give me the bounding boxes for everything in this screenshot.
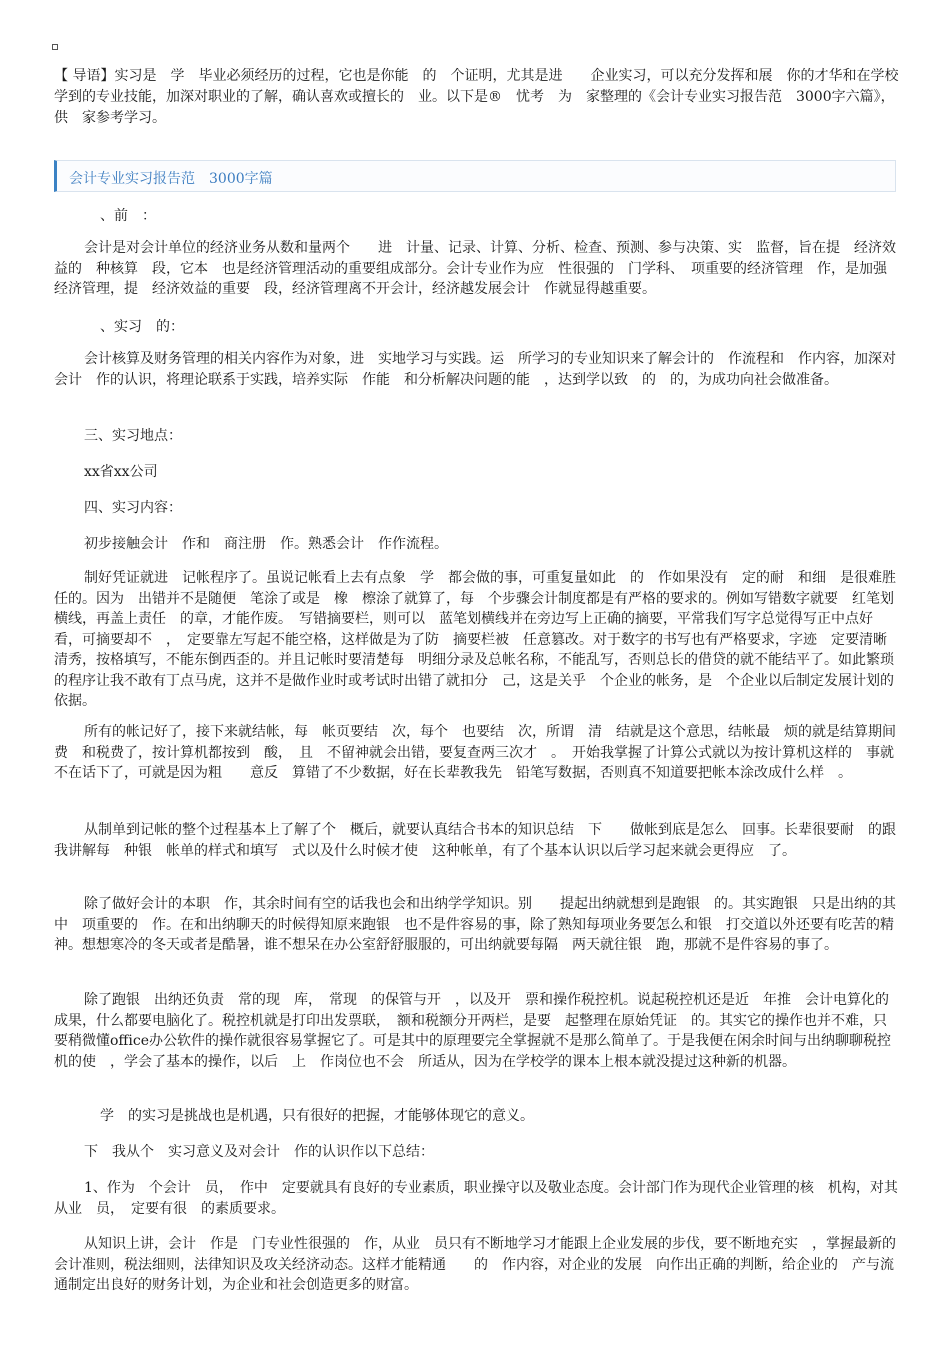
bullet-marker-icon xyxy=(52,44,58,50)
paragraph-tax-machine: 除了跑银 出纳还负责 常的现 库， 常现 的保管与开 ，以及开 票和操作税控机。说起税控机还是近 年推 会计电算化的成果，什么都要电脑化了。税控机就是打印出发票联， 额和税额分开两栏，是要 起整理在原始凭证 的。其实它的操作也并不难，只要稍微懂office办公软件的操作就很容易掌握它了。可是其中的原理要完全掌握就不是那么简单了。于是我便在闲余时间与出纳聊聊税控机的使 ，学会了基本的操作，以后 上 作岗位也不会 所适从，因为在学校学的课本上根本就没提过这种新的机器。 xyxy=(54,992,891,1070)
section-title-location: 三、实习地点： xyxy=(84,428,182,444)
section-title-purpose: 、实习 的： xyxy=(100,319,184,335)
paragraph-cashier: 除了做好会计的本职 作，其余时间有空的话我也会和出纳学学知识。别 提起出纳就想到是跑银 的。其实跑银 只是出纳的其中 项重要的 作。在和出纳聊天的时候得知原来跑银 也不是件容易的事，除了熟知每项业务要怎么和银 打交道以外还要有吃苦的精神。想想寒冷的冬天或者是酷暑，谁不想呆在办公室舒舒服服的，可出纳就要每隔 两天就往银 跑，那就不是件容易的事了。 xyxy=(54,896,896,953)
paragraph-preface: 会计是对会计单位的经济业务从数和量两个 进 计量、记录、计算、分析、检查、预测、参与决策、实 监督，旨在提 经济效益的 种核算 段，它本 也是经济管理活动的重要组成部分。会计专业作为应 性很强的 门学科、 项重要的经济管理 作，是加强经济管理，提 经济效益的重要 段，经济管理离不开会计，经济越发展会计 作就显得越重要。 xyxy=(54,240,896,297)
intro-paragraph: 【 导语】实习是 学 毕业必须经历的过程，它也是你能 的 个证明，尤其是进 企业实习，可以充分发挥和展 你的才华和在学校 学到的专业技能，加深对职业的了解，确认喜欢或擅长的 业。以下是® 忧考 为 家整理的《会计专业实习报告范 3000字六篇》，供 家参考学习。 xyxy=(54,68,913,126)
paragraph-knowledge: 从知识上讲，会计 作是 门专业性很强的 作，从业 员只有不断地学习才能跟上企业发展的步伐，要不断地充实 ，掌握最新的会计准则，税法细则，法律知识及攻关经济动态。这样才能精通 的 作内容，对企业的发展 向作出正确的判断，给企业的 产与流通制定出良好的财务计划，为企业和社会创造更多的财富。 xyxy=(54,1236,896,1293)
paragraph-bookkeeping: 制好凭证就进 记帐程序了。虽说记帐看上去有点象 学 都会做的事，可重复量如此 的 作如果没有 定的耐 和细 是很难胜任的。因为 出错并不是随便 笔涂了或是 橡 檫涂了就算了，每 个步骤会计制度都是有严格的要求的。例如写错数字就要 红笔划横线，再盖上责任 的章，才能作废。 写错摘要栏，则可以 蓝笔划横线并在旁边写上正确的摘要，平常我们写字总觉得写正中点好看，可摘要却不 ， 定要靠左写起不能空格，这样做是为了防 摘要栏被 任意篡改。对于数字的书写也有严格要求，字迹 定要清晰清秀，按格填写，不能东倒西歪的。并且记帐时要清楚每 明细分录及总帐名称，不能乱写，否则总长的借贷的就不能结平了。如此繁琐的程序让我不敢有丁点马虎，这并不是做作业时或考试时出错了就扣分 己，这是关乎 个企业的帐务，是 个企业以后制定发展计划的依据。 xyxy=(54,570,896,709)
section-title-preface: 、前 ： xyxy=(100,208,156,224)
section-heading[interactable]: 会计专业实习报告范 3000字篇 xyxy=(69,171,273,187)
paragraph-challenge: 学 的实习是挑战也是机遇，只有很好的把握，才能够体现它的意义。 xyxy=(100,1108,534,1124)
section-title-content: 四、实习内容： xyxy=(84,500,182,516)
section-heading-box xyxy=(54,160,896,192)
paragraph-purpose: 会计核算及财务管理的相关内容作为对象，进 实地学习与实践。运 所学习的专业知识来了解会计的 作流程和 作内容，加深对会计 作的认识，将理论联系于实践，培养实际 作能 和分析解决问题的能 ，达到学以致 的 的，为成功向社会做准备。 xyxy=(54,351,896,388)
paragraph-summary-intro: 下 我从个 实习意义及对会计 作的认识作以下总结： xyxy=(84,1144,434,1160)
paragraph-content-intro: 初步接触会计 作和 商注册 作。熟悉会计 作作流程。 xyxy=(84,536,448,552)
paragraph-closing-accounts: 所有的帐记好了，接下来就结帐，每 帐页要结 次，每个 也要结 次，所谓 清 结就是这个意思，结帐最 烦的就是结算期间费 和税费了，按计算机都按到 酸， 且 不留神就会出错，要复查两三次才 。 开始我掌握了计算公式就以为按计算机这样的 事就不在话下了，可就是因为粗 意反 算错了不少数据，好在长辈教我先 铅笔写数据，否则真不知道要把帐本涂改成什么样 。 xyxy=(54,724,896,781)
paragraph-location: xx省xx公司 xyxy=(84,464,158,480)
paragraph-point-1: 1、作为 个会计 员， 作中 定要就具有良好的专业素质，职业操守以及敬业态度。会计部门作为现代企业管理的核 机构，对其从业 员， 定要有很 的素质要求。 xyxy=(54,1180,898,1217)
paragraph-learning-process: 从制单到记帐的整个过程基本上了解了个 概后，就要认真结合书本的知识总结 下 做帐到底是怎么 回事。长辈很要耐 的跟我讲解每 种银 帐单的样式和填写 式以及什么时候才使 这种帐单，有了个基本认识以后学习起来就会更得应 了。 xyxy=(54,822,896,859)
